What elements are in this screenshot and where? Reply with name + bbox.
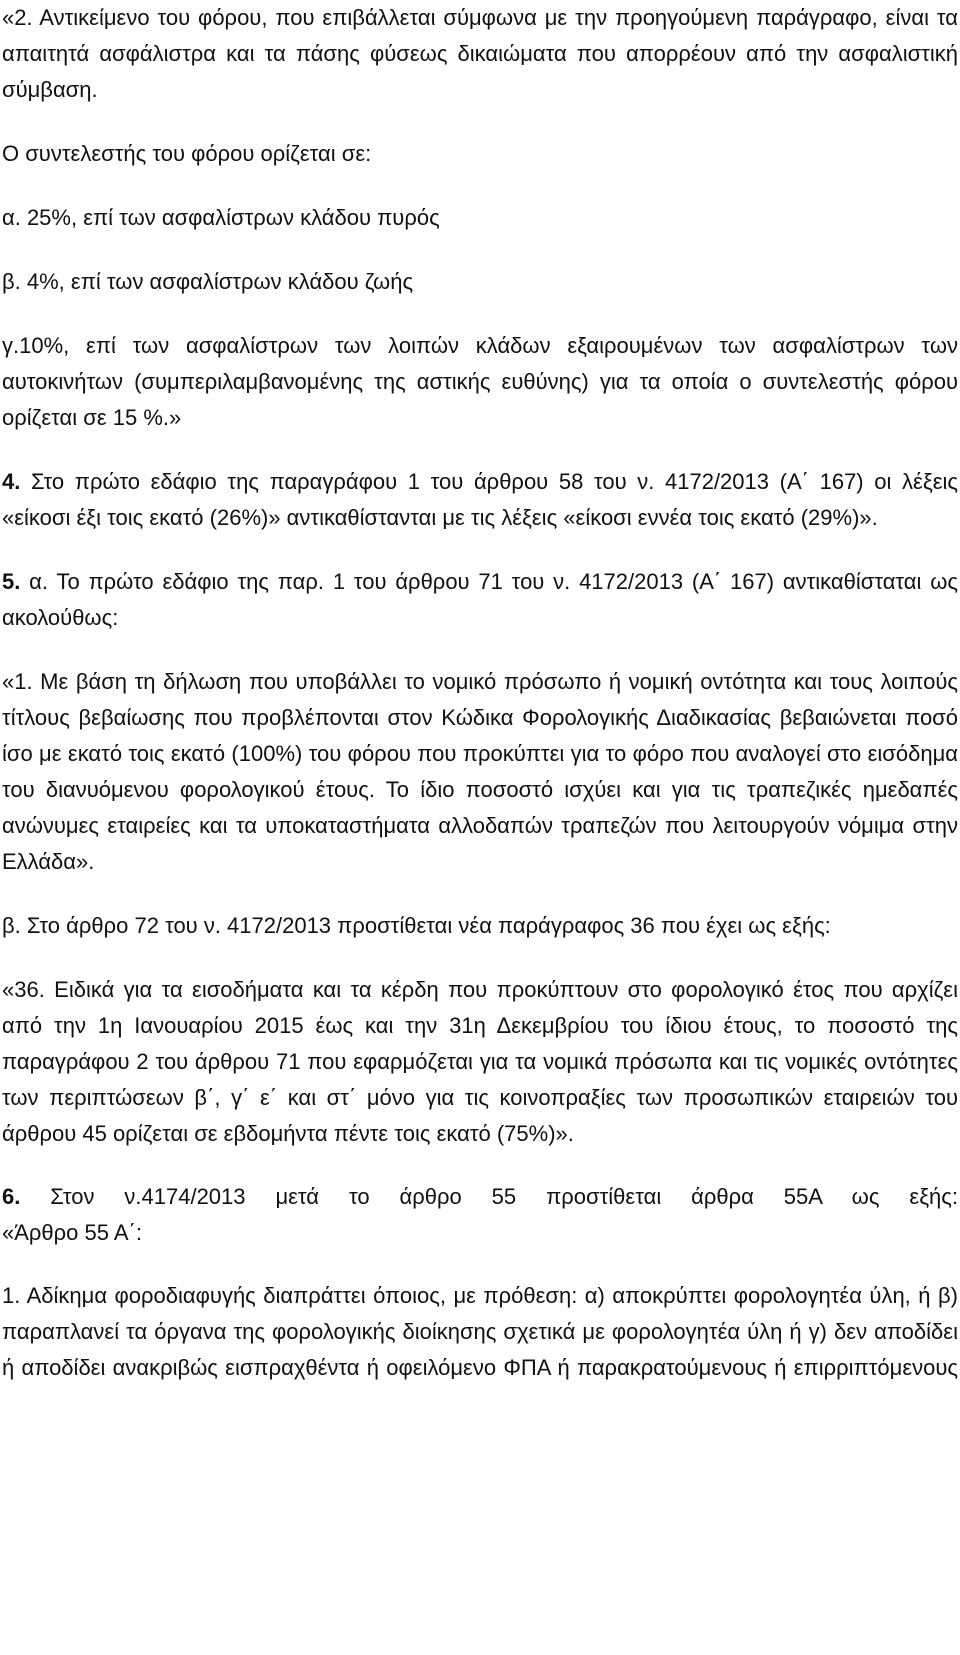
- paragraph-rate-other: γ.10%, επί των ασφαλίστρων των λοιπών κλάδων εξαιρουμένων των ασφαλίστρων των αυτοκινήτων (συμπεριλαμβανομένης της αστικής ευθύνης) για τα οποία ο συντελεστής φόρου ορίζεται σε 15 %.»: [2, 333, 958, 430]
- heading-article-55a: «Άρθρο 55 Α΄:: [2, 1220, 143, 1245]
- paragraph-insurance-tax-object: «2. Αντικείμενο του φόρου, που επιβάλλεται σύμφωνα με την προηγούμενη παράγραφο, είναι τα απαιτητά ασφάλιστρα και τα πάσης φύσεως δικαιώματα που απορρέουν από την ασφαλιστική σύμβαση.: [2, 5, 958, 102]
- item-number-4: 4.: [2, 469, 21, 494]
- paragraph-rate-fire: α. 25%, επί των ασφαλίστρων κλάδου πυρός: [2, 205, 440, 230]
- paragraph-new-paragraph-36: «36. Ειδικά για τα εισοδήματα και τα κέρδη που προκύπτουν στο φορολογικό έτος που αρχίζει από την 1η Ιανουαρίου 2015 έως και την 31η Δεκεμβρίου του ίδιου έτους, το ποσοστό της παραγράφου 2 του άρθρου 71 που εφαρμόζεται για τα νομικά πρόσωπα και τις νομικές οντότητες των περιπτώσεων β΄, γ΄ ε΄ και στ΄ μόνο για τις κοινοπραξίες των προσωπικών εταιρειών του άρθρου 45 ορίζεται σε εβδομήντα πέντε τοις εκατό (75%)».: [2, 977, 958, 1146]
- paragraph-article-4: [2, 464, 958, 536]
- paragraph-prepayment-rule: «1. Με βάση τη δήλωση που υποβάλλει το νομικό πρόσωπο ή νομική οντότητα και τους λοιπούς τίτλους βεβαίωσης που προβλέπονται στον Κώδικα Φορολογικής Διαδικασίας βεβαιώνεται ποσό ίσο με εκατό τοις εκατό (100%) του φόρου που προκύπτει για το φόρο που αναλογεί στο εισόδημα του διανυόμενου φορολογικού έτους. Το ίδιο ποσοστό ισχύει και για τις τραπεζικές ημεδαπές ανώνυμες εταιρείες και τα υποκαταστήματα αλλοδαπών τραπεζών που λειτουργούν νόμιμα στην Ελλάδα».: [2, 669, 958, 874]
- paragraph-article-5a: [2, 564, 958, 636]
- paragraph-article-6-text: Στον ν.4174/2013 μετά το άρθρο 55 προστίθεται άρθρα 55Α ως εξής:: [20, 1184, 958, 1209]
- document-page: [2, 0, 958, 1386]
- paragraph-rate-life: β. 4%, επί των ασφαλίστρων κλάδου ζωής: [2, 269, 414, 294]
- paragraph-tax-rate-intro: Ο συντελεστής του φόρου ορίζεται σε:: [2, 141, 372, 166]
- paragraph-article-6: [2, 1179, 958, 1215]
- paragraph-article-5b: β. Στο άρθρο 72 του ν. 4172/2013 προστίθεται νέα παράγραφος 36 που έχει ως εξής:: [2, 913, 831, 938]
- paragraph-tax-evasion-offence: 1. Αδίκημα φοροδιαφυγής διαπράττει όποιος, με πρόθεση: α) αποκρύπτει φορολογητέα ύλη, ή β) παραπλανεί τα όργανα της φορολογικής διοίκησης σχετικά με φορολογητέα ύλη ή γ) δεν αποδίδει ή αποδίδει ανακριβώς εισπραχθέντα ή οφειλόμενο ΦΠΑ ή παρακρατούμενους ή επιρριπτόμενους: [2, 1283, 958, 1380]
- item-number-6: 6.: [2, 1184, 21, 1209]
- paragraph-article-4-text: Στο πρώτο εδάφιο της παραγράφου 1 του άρθρου 58 του ν. 4172/2013 (Α΄ 167) οι λέξεις «είκοσι έξι τοις εκατό (26%)» αντικαθίστανται με τις λέξεις «είκοσι εννέα τοις εκατό (29%)».: [2, 469, 958, 530]
- item-number-5: 5.: [2, 569, 21, 594]
- paragraph-article-5a-text: α. Το πρώτο εδάφιο της παρ. 1 του άρθρου 71 του ν. 4172/2013 (Α΄ 167) αντικαθίσταται ως ακολούθως:: [2, 569, 958, 630]
